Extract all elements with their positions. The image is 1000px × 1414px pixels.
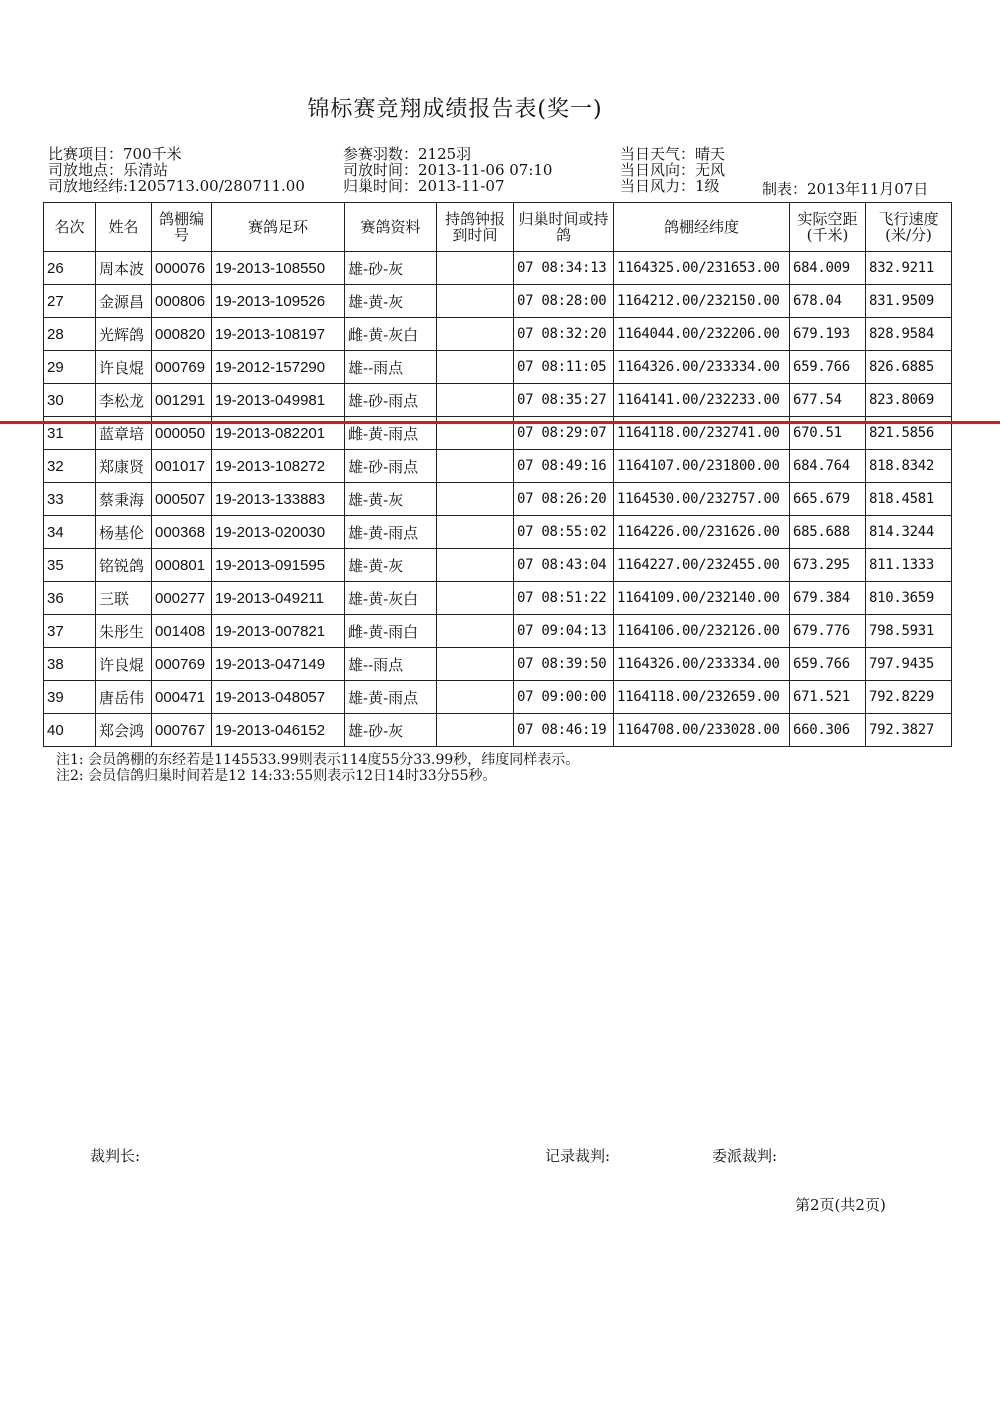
cell-coordinates: 1164141.00/232233.00 — [614, 384, 790, 417]
cell-clock-time — [437, 615, 514, 648]
cell-pigeon-info: 雄-黄-灰白 — [345, 582, 437, 615]
cell-coordinates: 1164118.00/232741.00 — [614, 417, 790, 450]
cell-name: 许良焜 — [96, 648, 152, 681]
cell-ring: 19-2013-049981 — [212, 384, 345, 417]
cell-pigeon-info: 雄-黄-灰 — [345, 549, 437, 582]
cell-loft-id: 001408 — [152, 615, 212, 648]
page-number: 第2页(共2页) — [795, 1196, 886, 1214]
release-time: 司放时间：2013-11-06 07:10 — [343, 161, 553, 179]
cell-arrival-time: 07 08:55:02 — [514, 516, 614, 549]
cell-coordinates: 1164107.00/231800.00 — [614, 450, 790, 483]
table-row — [44, 450, 952, 483]
cell-distance: 684.009 — [790, 252, 866, 285]
cell-loft-id: 000806 — [152, 285, 212, 318]
cell-loft-id: 001291 — [152, 384, 212, 417]
cell-coordinates: 1164226.00/231626.00 — [614, 516, 790, 549]
cell-arrival-time: 07 09:04:13 — [514, 615, 614, 648]
results-table — [43, 202, 952, 747]
cell-name: 周本波 — [96, 252, 152, 285]
cell-clock-time — [437, 252, 514, 285]
cell-clock-time — [437, 681, 514, 714]
table-row — [44, 549, 952, 582]
recording-referee-label: 记录裁判: — [545, 1147, 611, 1165]
cell-speed: 832.9211 — [866, 252, 952, 285]
table-row — [44, 285, 952, 318]
note-2: 注2: 会员信鸽归巢时间若是12 14:33:55则表示12日14时33分55秒。 — [56, 768, 497, 784]
cell-coordinates: 1164212.00/232150.00 — [614, 285, 790, 318]
cell-distance: 670.51 — [790, 417, 866, 450]
cell-loft-id: 000076 — [152, 252, 212, 285]
info-column-right — [620, 146, 725, 194]
cell-coordinates: 1164118.00/232659.00 — [614, 681, 790, 714]
cell-coordinates: 1164109.00/232140.00 — [614, 582, 790, 615]
cell-coordinates: 1164044.00/232206.00 — [614, 318, 790, 351]
cell-clock-time — [437, 648, 514, 681]
cell-speed: 792.3827 — [866, 714, 952, 747]
cell-pigeon-info: 雌-黄-雨点 — [345, 417, 437, 450]
cell-clock-time — [437, 318, 514, 351]
release-location: 司放地点：乐清站 — [48, 161, 169, 179]
cell-rank: 26 — [44, 252, 96, 285]
cell-distance: 673.295 — [790, 549, 866, 582]
cell-ring: 19-2013-049211 — [212, 582, 345, 615]
cell-loft-id: 000471 — [152, 681, 212, 714]
cell-speed: 797.9435 — [866, 648, 952, 681]
cell-ring: 19-2013-082201 — [212, 417, 345, 450]
cell-loft-id: 000507 — [152, 483, 212, 516]
entry-count: 参赛羽数：2125羽 — [343, 145, 472, 163]
race-distance: 比赛项目：700千米 — [48, 145, 182, 163]
results-body — [44, 252, 952, 747]
cell-distance: 679.193 — [790, 318, 866, 351]
cell-speed: 828.9584 — [866, 318, 952, 351]
cell-distance: 679.384 — [790, 582, 866, 615]
cell-rank: 34 — [44, 516, 96, 549]
cell-ring: 19-2013-046152 — [212, 714, 345, 747]
cell-rank: 37 — [44, 615, 96, 648]
cell-clock-time — [437, 516, 514, 549]
cell-name: 朱彤生 — [96, 615, 152, 648]
cell-arrival-time: 07 08:43:04 — [514, 549, 614, 582]
table-row — [44, 516, 952, 549]
header-arrival-time: 归巢时间或持鸽 — [514, 203, 614, 252]
cell-rank: 29 — [44, 351, 96, 384]
cell-arrival-time: 07 08:35:27 — [514, 384, 614, 417]
cell-rank: 33 — [44, 483, 96, 516]
cell-arrival-time: 07 09:00:00 — [514, 681, 614, 714]
cell-speed: 831.9509 — [866, 285, 952, 318]
cell-distance: 677.54 — [790, 384, 866, 417]
cell-name: 李松龙 — [96, 384, 152, 417]
cell-ring: 19-2013-091595 — [212, 549, 345, 582]
cell-distance: 660.306 — [790, 714, 866, 747]
cell-ring: 19-2013-108197 — [212, 318, 345, 351]
cell-arrival-time: 07 08:49:16 — [514, 450, 614, 483]
cell-rank: 28 — [44, 318, 96, 351]
cell-coordinates: 1164326.00/233334.00 — [614, 351, 790, 384]
cell-coordinates: 1164326.00/233334.00 — [614, 648, 790, 681]
cell-rank: 27 — [44, 285, 96, 318]
cell-distance: 665.679 — [790, 483, 866, 516]
cell-ring: 19-2012-157290 — [212, 351, 345, 384]
info-column-left — [48, 146, 305, 194]
table-row — [44, 252, 952, 285]
cell-clock-time — [437, 285, 514, 318]
cell-speed: 823.8069 — [866, 384, 952, 417]
cell-arrival-time: 07 08:39:50 — [514, 648, 614, 681]
cell-rank: 35 — [44, 549, 96, 582]
cell-pigeon-info: 雄--雨点 — [345, 351, 437, 384]
cell-rank: 39 — [44, 681, 96, 714]
note-1: 注1: 会员鸽棚的东经若是1145533.99则表示114度55分33.99秒，纬度同样表示。 — [56, 752, 580, 768]
table-row — [44, 483, 952, 516]
cell-coordinates: 1164106.00/232126.00 — [614, 615, 790, 648]
cell-rank: 32 — [44, 450, 96, 483]
cell-name: 铭锐鸽 — [96, 549, 152, 582]
cell-distance: 679.776 — [790, 615, 866, 648]
report-title: 锦标赛竞翔成绩报告表(奖一) — [307, 97, 603, 122]
cell-rank: 38 — [44, 648, 96, 681]
cell-ring: 19-2013-007821 — [212, 615, 345, 648]
cell-clock-time — [437, 351, 514, 384]
table-row — [44, 714, 952, 747]
cell-ring: 19-2013-020030 — [212, 516, 345, 549]
red-marker-line — [0, 421, 1000, 424]
release-coordinates: 司放地经纬:1205713.00/280711.00 — [48, 177, 305, 195]
table-row — [44, 318, 952, 351]
header-coordinates: 鸽棚经纬度 — [614, 203, 790, 252]
cell-loft-id: 000820 — [152, 318, 212, 351]
cell-ring: 19-2013-109526 — [212, 285, 345, 318]
cell-ring: 19-2013-048057 — [212, 681, 345, 714]
header-pigeon-info: 赛鸽资料 — [345, 203, 437, 252]
cell-speed: 811.1333 — [866, 549, 952, 582]
cell-clock-time — [437, 483, 514, 516]
cell-loft-id: 000767 — [152, 714, 212, 747]
cell-speed: 818.8342 — [866, 450, 952, 483]
cell-ring: 19-2013-133883 — [212, 483, 345, 516]
cell-rank: 31 — [44, 417, 96, 450]
cell-name: 杨基伦 — [96, 516, 152, 549]
cell-pigeon-info: 雄-黄-雨点 — [345, 516, 437, 549]
cell-speed: 814.3244 — [866, 516, 952, 549]
table-row — [44, 582, 952, 615]
cell-pigeon-info: 雄-黄-雨点 — [345, 681, 437, 714]
cell-pigeon-info: 雄-黄-灰 — [345, 483, 437, 516]
header-loft-id: 鸽棚编号 — [152, 203, 212, 252]
table-row — [44, 681, 952, 714]
cell-loft-id: 000368 — [152, 516, 212, 549]
wind-force: 当日风力：1级 — [620, 177, 720, 195]
table-row — [44, 615, 952, 648]
cell-rank: 40 — [44, 714, 96, 747]
cell-coordinates: 1164227.00/232455.00 — [614, 549, 790, 582]
cell-distance: 659.766 — [790, 648, 866, 681]
table-row — [44, 351, 952, 384]
cell-pigeon-info: 雄--雨点 — [345, 648, 437, 681]
weather: 当日天气：晴天 — [620, 145, 726, 163]
header-name: 姓名 — [96, 203, 152, 252]
cell-loft-id: 000769 — [152, 648, 212, 681]
cell-name: 蔡秉海 — [96, 483, 152, 516]
cell-ring: 19-2013-047149 — [212, 648, 345, 681]
cell-clock-time — [437, 549, 514, 582]
cell-name: 许良焜 — [96, 351, 152, 384]
cell-name: 唐岳伟 — [96, 681, 152, 714]
cell-pigeon-info: 雌-黄-雨白 — [345, 615, 437, 648]
cell-pigeon-info: 雄-砂-灰 — [345, 714, 437, 747]
notes — [56, 752, 579, 784]
cell-speed: 810.3659 — [866, 582, 952, 615]
made-by-date: 制表：2013年11月07日 — [762, 180, 929, 198]
header-clock-time: 持鸽钟报到时间 — [437, 203, 514, 252]
delegate-referee-label: 委派裁判: — [712, 1147, 778, 1165]
cell-arrival-time: 07 08:46:19 — [514, 714, 614, 747]
cell-speed: 826.6885 — [866, 351, 952, 384]
cell-ring: 19-2013-108550 — [212, 252, 345, 285]
wind-direction: 当日风向：无风 — [620, 161, 726, 179]
cell-speed: 821.5856 — [866, 417, 952, 450]
header-rank: 名次 — [44, 203, 96, 252]
cell-loft-id: 001017 — [152, 450, 212, 483]
cell-name: 三联 — [96, 582, 152, 615]
cell-coordinates: 1164708.00/233028.00 — [614, 714, 790, 747]
cell-clock-time — [437, 714, 514, 747]
table-row — [44, 648, 952, 681]
cell-clock-time — [437, 384, 514, 417]
cell-name: 光辉鸽 — [96, 318, 152, 351]
cell-pigeon-info: 雄-砂-雨点 — [345, 450, 437, 483]
cell-loft-id: 000801 — [152, 549, 212, 582]
header-distance: 实际空距(千米) — [790, 203, 866, 252]
cell-name: 郑康贤 — [96, 450, 152, 483]
cell-arrival-time: 07 08:34:13 — [514, 252, 614, 285]
cell-pigeon-info: 雄-砂-灰 — [345, 252, 437, 285]
cell-clock-time — [437, 450, 514, 483]
cell-distance: 659.766 — [790, 351, 866, 384]
cell-loft-id: 000769 — [152, 351, 212, 384]
cell-arrival-time: 07 08:29:07 — [514, 417, 614, 450]
table-header-row — [44, 203, 952, 252]
cell-name: 金源昌 — [96, 285, 152, 318]
cell-speed: 792.8229 — [866, 681, 952, 714]
cell-name: 蓝章培 — [96, 417, 152, 450]
cell-pigeon-info: 雌-黄-灰白 — [345, 318, 437, 351]
info-column-mid — [343, 146, 552, 194]
cell-speed: 798.5931 — [866, 615, 952, 648]
cell-distance: 684.764 — [790, 450, 866, 483]
cell-rank: 36 — [44, 582, 96, 615]
cell-arrival-time: 07 08:32:20 — [514, 318, 614, 351]
cell-distance: 671.521 — [790, 681, 866, 714]
cell-arrival-time: 07 08:28:00 — [514, 285, 614, 318]
table-row — [44, 384, 952, 417]
cell-loft-id: 000277 — [152, 582, 212, 615]
chief-referee-label: 裁判长: — [90, 1147, 141, 1165]
cell-pigeon-info: 雄-砂-雨点 — [345, 384, 437, 417]
return-date: 归巢时间：2013-11-07 — [343, 177, 505, 195]
cell-arrival-time: 07 08:26:20 — [514, 483, 614, 516]
cell-arrival-time: 07 08:11:05 — [514, 351, 614, 384]
cell-rank: 30 — [44, 384, 96, 417]
cell-distance: 678.04 — [790, 285, 866, 318]
cell-coordinates: 1164530.00/232757.00 — [614, 483, 790, 516]
cell-name: 郑会鸿 — [96, 714, 152, 747]
cell-arrival-time: 07 08:51:22 — [514, 582, 614, 615]
header-speed: 飞行速度(米/分) — [866, 203, 952, 252]
cell-speed: 818.4581 — [866, 483, 952, 516]
cell-coordinates: 1164325.00/231653.00 — [614, 252, 790, 285]
header-ring: 赛鸽足环 — [212, 203, 345, 252]
cell-clock-time — [437, 582, 514, 615]
cell-pigeon-info: 雄-黄-灰 — [345, 285, 437, 318]
cell-loft-id: 000050 — [152, 417, 212, 450]
cell-distance: 685.688 — [790, 516, 866, 549]
cell-ring: 19-2013-108272 — [212, 450, 345, 483]
